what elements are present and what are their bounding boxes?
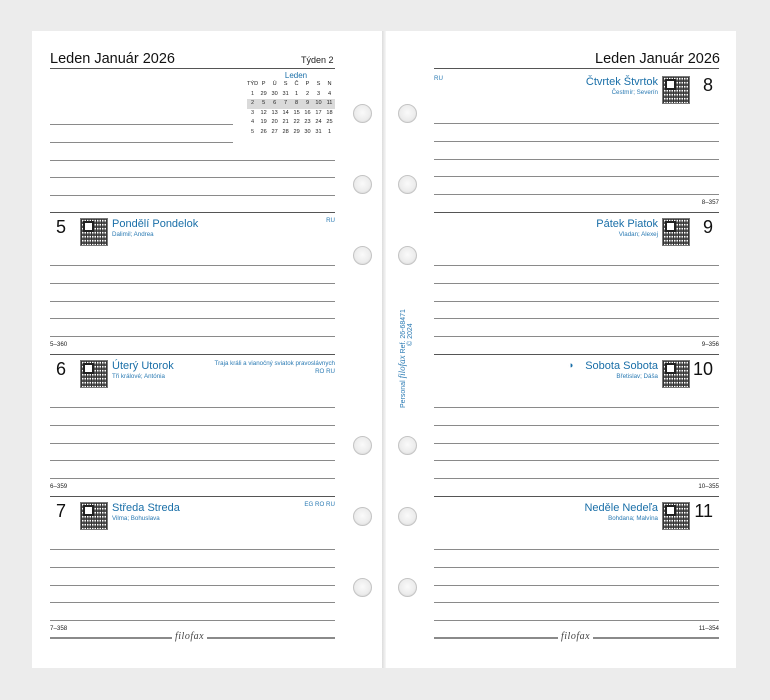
note-line	[50, 318, 335, 319]
note-line	[434, 620, 719, 621]
mini-calendar-grid	[247, 80, 335, 138]
ring-hole	[353, 507, 372, 526]
mini-calendar-day: 12	[260, 109, 267, 116]
mini-calendar-day: 28	[282, 128, 289, 135]
note-line	[434, 141, 719, 142]
note-line	[434, 176, 719, 177]
mini-calendar-day: 11	[324, 99, 335, 109]
right-footer-brand: filofax	[558, 631, 593, 642]
mini-calendar-day: 20	[271, 119, 278, 126]
mini-calendar-week-number: 1	[251, 90, 255, 97]
mini-calendar-day: 14	[282, 109, 289, 116]
name-days: Bohdana; Malvína	[608, 515, 658, 522]
note-line	[434, 159, 719, 160]
day-top-rule	[434, 496, 719, 497]
mini-calendar-header: S	[316, 81, 321, 87]
mini-calendar-week	[247, 99, 335, 109]
name-days: Dalimil; Andrea	[112, 231, 154, 238]
moon-phase-icon: ◑	[568, 360, 574, 370]
ring-hole	[353, 104, 372, 123]
mini-calendar-header: P	[261, 81, 266, 87]
day-name: Čtvrtek Štvrtok	[585, 76, 658, 88]
ring-hole	[398, 246, 417, 265]
day-number: 6	[56, 359, 67, 379]
mini-calendar-week-number: 2	[247, 99, 258, 109]
day-of-year: 11–354	[698, 625, 719, 632]
spine-ref: Ref. 26-68471	[400, 309, 407, 354]
note-line	[50, 301, 335, 302]
country-tags: RU	[326, 217, 335, 224]
ring-hole	[398, 436, 417, 455]
note-line	[50, 195, 335, 196]
spine-brand: filofax	[397, 355, 407, 379]
ring-hole	[398, 175, 417, 194]
right-month-title: Leden Január 2026	[595, 51, 720, 67]
name-days: Tři králové; Antónia	[112, 373, 165, 380]
mini-calendar-week	[247, 90, 335, 100]
note-line	[434, 194, 719, 195]
mini-calendar-day: 19	[260, 119, 267, 126]
note-line	[50, 602, 335, 603]
ring-hole	[398, 104, 417, 123]
note-line	[50, 425, 335, 426]
day-name: Pátek Piatok	[596, 218, 658, 230]
mini-calendar-day: 22	[293, 119, 300, 126]
mini-calendar-day: 30	[304, 128, 311, 135]
mini-calendar-day: 8	[291, 99, 302, 109]
note-line	[50, 336, 335, 337]
left-footer-brand: filofax	[172, 631, 207, 642]
ring-hole	[353, 436, 372, 455]
mini-calendar-day: 16	[304, 109, 311, 116]
ring-hole	[353, 175, 372, 194]
note-line	[434, 425, 719, 426]
mini-calendar-header: S	[283, 81, 288, 87]
mini-calendar-week	[247, 128, 335, 138]
mini-calendar-week	[247, 118, 335, 128]
note-line	[50, 460, 335, 461]
day-name: Neděle Nedeľa	[584, 502, 658, 514]
mini-calendar-week-number: 4	[251, 119, 255, 126]
note-line	[434, 265, 719, 266]
note-line	[434, 585, 719, 586]
note-line	[434, 567, 719, 568]
mini-calendar-header: N	[327, 81, 332, 87]
note-line	[434, 549, 719, 550]
mini-calendar-title: Leden	[284, 71, 308, 80]
note-line	[50, 265, 335, 266]
note-line	[434, 478, 719, 479]
mini-calendar-day: 1	[295, 90, 299, 97]
mini-calendar-header: P	[305, 81, 310, 87]
day-of-year: 5–360	[50, 341, 68, 348]
mini-calendar-week	[247, 109, 335, 119]
day-of-year: 6–359	[50, 483, 68, 490]
spine-text	[397, 309, 414, 408]
note-line	[50, 142, 233, 143]
day-top-rule	[434, 212, 719, 213]
qr-code	[662, 218, 690, 246]
note-line	[434, 443, 719, 444]
note-line	[50, 443, 335, 444]
note-line	[50, 283, 335, 284]
day-of-year: 7–358	[50, 625, 68, 632]
note-line	[434, 460, 719, 461]
spine-copyright: © 2024	[407, 323, 414, 346]
mini-calendar-day: 24	[315, 119, 322, 126]
day-number: 11	[694, 501, 713, 521]
name-days: Vladan; Alexej	[618, 231, 658, 238]
header-rule	[50, 68, 335, 69]
note-line	[50, 177, 335, 178]
mini-calendar-day: 31	[282, 90, 289, 97]
note-line	[434, 336, 719, 337]
ring-hole	[398, 578, 417, 597]
note-line	[50, 585, 335, 586]
day-number: 9	[702, 217, 713, 237]
day-of-year: 9–356	[701, 341, 719, 348]
note-line	[434, 283, 719, 284]
note-line	[434, 602, 719, 603]
country-tags: RU	[434, 75, 443, 82]
note-line	[434, 407, 719, 408]
day-number: 7	[56, 501, 67, 521]
mini-calendar-day: 29	[260, 90, 267, 97]
mini-calendar-day: 10	[313, 99, 324, 109]
mini-calendar-week-number: 3	[251, 109, 255, 116]
mini-calendar-header: TÝD	[247, 81, 259, 87]
day-top-rule	[434, 354, 719, 355]
note-line	[50, 124, 233, 125]
mini-calendar-day: 27	[271, 128, 278, 135]
mini-calendar-day: 30	[271, 90, 278, 97]
week-label: Týden 2	[301, 55, 334, 65]
day-name: Úterý Utorok	[112, 360, 174, 372]
mini-calendar-day: 13	[271, 109, 278, 116]
mini-calendar-day: 1	[327, 128, 332, 135]
mini-calendar-day: 21	[282, 119, 289, 126]
mini-calendar-day: 4	[327, 90, 332, 97]
day-top-rule	[50, 496, 335, 497]
day-name: Středa Streda	[112, 502, 180, 514]
mini-calendar-day: 17	[315, 109, 322, 116]
day-of-year: 10–355	[698, 483, 719, 490]
spine-size: Personal	[400, 380, 407, 408]
name-days: Břetislav; Dáša	[616, 373, 658, 380]
left-month-title: Leden Január 2026	[50, 51, 175, 67]
qr-code	[80, 502, 108, 530]
header-rule	[434, 68, 719, 69]
note-line	[50, 549, 335, 550]
day-name: Sobota Sobota	[585, 360, 658, 372]
country-tags: EG RO RU	[304, 501, 335, 508]
note-line	[50, 478, 335, 479]
mini-calendar-day: 6	[269, 99, 280, 109]
ring-hole	[353, 578, 372, 597]
day-top-rule	[50, 212, 335, 213]
name-days: Čestmír; Severín	[611, 89, 658, 96]
mini-calendar	[247, 71, 335, 138]
binding-shadow	[382, 31, 386, 668]
mini-calendar-day: 9	[302, 99, 313, 109]
day-top-rule	[50, 354, 335, 355]
day-name: Pondělí Pondelok	[112, 218, 199, 230]
qr-code	[80, 360, 108, 388]
mini-calendar-day: 31	[315, 128, 322, 135]
mini-calendar-day: 2	[305, 90, 310, 97]
ring-hole	[398, 507, 417, 526]
note-line	[50, 567, 335, 568]
mini-calendar-header: Č	[294, 81, 299, 87]
mini-calendar-day: 5	[258, 99, 269, 109]
country-tags: RO RU	[315, 368, 335, 375]
mini-calendar-day: 23	[304, 119, 311, 126]
right-page	[386, 31, 736, 668]
qr-code	[662, 76, 690, 104]
qr-code	[662, 360, 690, 388]
mini-calendar-week-number: 5	[251, 128, 255, 135]
qr-code	[80, 218, 108, 246]
mini-calendar-day: 29	[293, 128, 300, 135]
mini-calendar-day: 7	[280, 99, 291, 109]
day-of-year: 8–357	[701, 199, 719, 206]
note-line	[434, 318, 719, 319]
mini-calendar-day: 26	[260, 128, 267, 135]
day-number: 8	[702, 75, 713, 95]
mini-calendar-day: 25	[326, 119, 333, 126]
mini-calendar-day: 15	[293, 109, 300, 116]
note-line	[50, 160, 335, 161]
qr-code	[662, 502, 690, 530]
note-line	[50, 620, 335, 621]
mini-calendar-header: Ú	[272, 81, 277, 87]
note-line	[434, 301, 719, 302]
name-days: Vilma; Bohuslava	[112, 515, 160, 522]
mini-calendar-day: 18	[326, 109, 333, 116]
note-line	[50, 407, 335, 408]
ring-hole	[353, 246, 372, 265]
day-number: 10	[692, 359, 713, 379]
day-number: 5	[56, 217, 67, 237]
mini-calendar-day: 3	[316, 90, 321, 97]
note-line	[434, 123, 719, 124]
holiday-note: Traja králi a vianočný sviatok pravoslávnych	[214, 360, 335, 367]
